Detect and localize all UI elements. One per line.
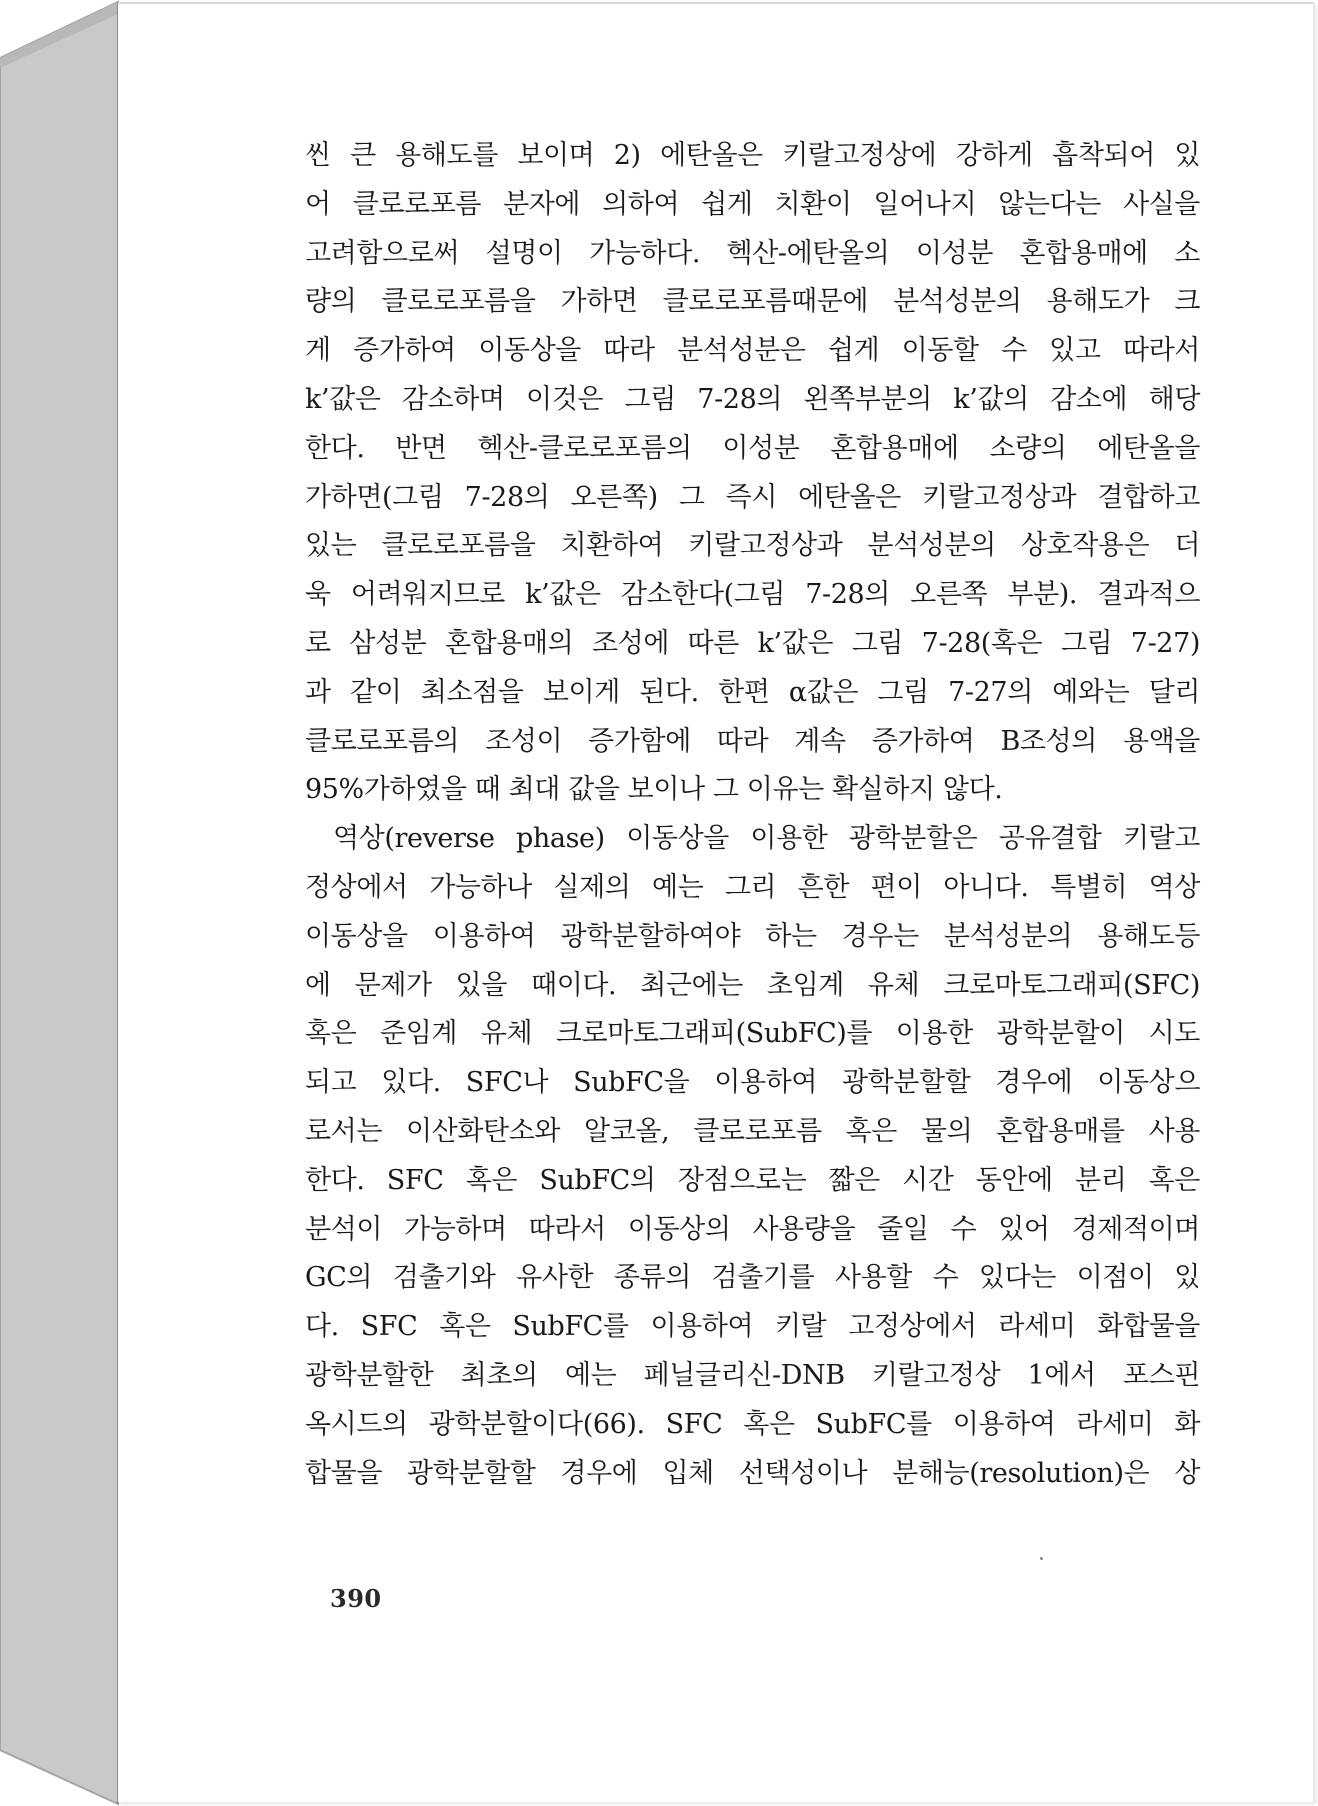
text-line: 어 클로로포름 분자에 의하여 쉽게 치환이 일어나지 않는다는 사실을 bbox=[305, 188, 1200, 220]
page-number: 390 bbox=[330, 1584, 382, 1613]
text-line: 정상에서 가능하나 실제의 예는 그리 흔한 편이 아니다. 특별히 역상 bbox=[305, 871, 1200, 903]
text-line: 한다. 반면 헥산-클로로포름의 이성분 혼합용매에 소량의 에탄올을 bbox=[305, 432, 1200, 464]
text-line: 한다. SFC 혹은 SubFC의 장점으로는 짧은 시간 동안에 분리 혹은 bbox=[305, 1164, 1200, 1196]
text-line: k’값은 감소하며 이것은 그림 7-28의 왼쪽부분의 k’값의 감소에 해당 bbox=[305, 383, 1200, 415]
text-line: 역상(reverse phase) 이동상을 이용한 광학분할은 공유결합 키랄고 bbox=[333, 823, 1200, 855]
text-line: 클로로포름의 조성이 증가함에 따라 계속 증가하여 B조성의 용액을 bbox=[305, 725, 1200, 757]
text-line: 이동상을 이용하여 광학분할하여야 하는 경우는 분석성분의 용해도등 bbox=[305, 920, 1200, 952]
text-line: 다. SFC 혹은 SubFC를 이용하여 키랄 고정상에서 라세미 화합물을 bbox=[305, 1311, 1200, 1343]
text-line: 씬 큰 용해도를 보이며 2) 에탄올은 키랄고정상에 강하게 흡착되어 있 bbox=[305, 140, 1200, 171]
text-line: 광학분할한 최초의 예는 페닐글리신-DNB 키랄고정상 1에서 포스핀 bbox=[305, 1359, 1200, 1391]
book-spine bbox=[0, 0, 120, 1806]
body-text bbox=[305, 132, 1200, 1498]
text-line: 에 문제가 있을 때이다. 최근에는 초임계 유체 크로마토그래피(SFC) bbox=[305, 969, 1200, 1001]
text-line: 95%가하였을 때 최대 값을 보이나 그 이유는 확실하지 않다. bbox=[305, 774, 1003, 806]
text-line: 고려함으로써 설명이 가능하다. 헥산-에탄올의 이성분 혼합용매에 소 bbox=[305, 237, 1200, 269]
scan-speck bbox=[1040, 1557, 1043, 1560]
text-line: 과 같이 최소점을 보이게 된다. 한편 α값은 그림 7-27의 예와는 달리 bbox=[305, 676, 1200, 708]
text-line: 되고 있다. SFC나 SubFC을 이용하여 광학분할할 경우에 이동상으 bbox=[305, 1067, 1200, 1099]
text-line: 가하면(그림 7-28의 오른쪽) 그 즉시 에탄올은 키랄고정상과 결합하고 bbox=[305, 481, 1200, 513]
text-line: GC의 검출기와 유사한 종류의 검출기를 사용할 수 있다는 이점이 있 bbox=[305, 1262, 1200, 1294]
text-line: 합물을 광학분할할 경우에 입체 선택성이나 분해능(resolution)은 상 bbox=[305, 1457, 1200, 1489]
text-line: 게 증가하여 이동상을 따라 분석성분은 쉽게 이동할 수 있고 따라서 bbox=[305, 335, 1200, 367]
text-line: 있는 클로로포름을 치환하여 키랄고정상과 분석성분의 상호작용은 더 bbox=[305, 530, 1200, 562]
text-line: 량의 클로로포름을 가하면 클로로포름때문에 분석성분의 용해도가 크 bbox=[305, 286, 1200, 318]
text-line: 분석이 가능하며 따라서 이동상의 사용량을 줄일 수 있어 경제적이며 bbox=[305, 1213, 1200, 1245]
text-line: 옥시드의 광학분할이다(66). SFC 혹은 SubFC를 이용하여 라세미 화 bbox=[305, 1408, 1200, 1440]
text-line: 로서는 이산화탄소와 알코올, 클로로포름 혹은 물의 혼합용매를 사용 bbox=[305, 1115, 1200, 1147]
text-line: 욱 어려워지므로 k’값은 감소한다(그림 7-28의 오른쪽 부분). 결과적으 bbox=[305, 579, 1200, 611]
text-line: 로 삼성분 혼합용매의 조성에 따른 k’값은 그림 7-28(혹은 그림 7-27) bbox=[305, 627, 1200, 659]
text-line: 혹은 준임계 유체 크로마토그래피(SubFC)를 이용한 광학분할이 시도 bbox=[305, 1018, 1200, 1050]
